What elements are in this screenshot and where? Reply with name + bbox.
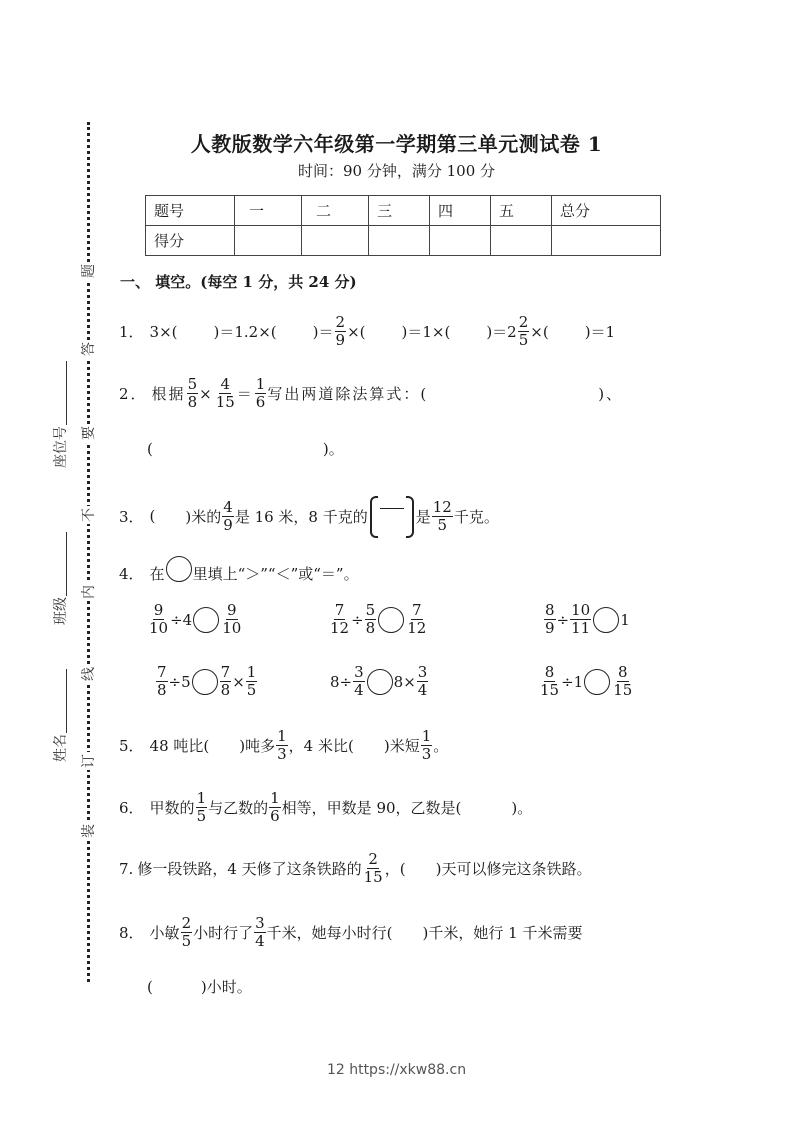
fraction: $\frac{1}{6}$: [270, 789, 280, 825]
table-row: [146, 196, 661, 226]
text: )。: [322, 440, 344, 458]
question-5: [119, 728, 448, 763]
text: 是 16 米，8 千克的: [234, 507, 368, 526]
compare-circle[interactable]: [584, 669, 610, 695]
compare-item: $\frac{7}{12}$ ÷ $\frac{5}{8}$ $\frac{7}{12}$: [330, 601, 427, 637]
fraction: $\frac{1}{5}$: [246, 663, 257, 699]
margin-char: 订: [81, 754, 97, 768]
fraction: $\frac{7}{8}$: [220, 663, 231, 699]
fraction: $\frac{7}{12}$: [330, 601, 350, 637]
page-subtitle: 时间：90 分钟，满分 100 分: [297, 162, 496, 180]
question-7: [119, 851, 591, 886]
text: 在: [149, 565, 165, 583]
fraction: $\frac{8}{15}$: [613, 663, 633, 699]
name-field[interactable]: [50, 669, 70, 762]
table-cell: 题号: [146, 196, 235, 226]
class-line: [54, 532, 67, 596]
question-4: [119, 563, 359, 584]
margin-char: 要: [81, 426, 97, 440]
question-number: 7.: [119, 859, 134, 878]
question-6: [119, 790, 532, 825]
text: )＝1×(: [401, 323, 451, 341]
text: )米的: [185, 507, 222, 526]
text: 。: [433, 737, 449, 755]
fraction: $\frac{4}{15}$: [215, 375, 235, 411]
section-heading: 一、 填空。(每空 1 分，共 24 分): [120, 273, 357, 291]
compare-item: 8÷ $\frac{3}{4}$ 8× $\frac{3}{4}$: [330, 663, 428, 699]
name-label: 姓名: [53, 734, 69, 762]
fraction: $\frac{1}{6}$: [255, 375, 266, 411]
question-number: 6．: [119, 799, 144, 817]
question-number: 4．: [119, 565, 144, 583]
compare-circle[interactable]: [378, 607, 404, 633]
class-field[interactable]: [50, 532, 70, 625]
fraction: $\frac{12}{5}$: [432, 497, 452, 534]
margin-char: 装: [81, 824, 97, 838]
fraction: $\frac{2}{15}$: [363, 850, 383, 886]
footer-page-url: 12 https://xkw88.cn: [326, 1062, 467, 1078]
compare-item: $\frac{8}{9}$ ÷ $\frac{10}{11}$ 1: [545, 601, 630, 637]
text: )。: [511, 799, 533, 817]
text: 千米，她每小时行(: [266, 924, 393, 942]
text: ＝: [236, 385, 254, 403]
table-cell: 三: [369, 196, 430, 226]
fraction: $\frac{7}{12}$: [407, 601, 427, 637]
text: )天可以修完这条铁路。: [435, 860, 592, 878]
text: 小时行了: [193, 924, 254, 942]
question-8-line2: [147, 976, 252, 997]
text: (: [147, 439, 153, 458]
text: 相等，甲数是 90，乙数是(: [281, 799, 462, 817]
fraction: $\frac{3}{4}$: [417, 663, 428, 699]
table-cell: 五: [491, 196, 552, 226]
fraction: $\frac{10}{11}$: [571, 601, 591, 637]
fraction: $\frac{5}{8}$: [187, 375, 198, 411]
class-label: 班级: [53, 597, 69, 625]
text: 48 吨比(: [149, 737, 210, 755]
name-line: [54, 669, 67, 733]
binding-dotted-line: [87, 122, 90, 982]
score-input-cell[interactable]: [491, 226, 552, 256]
text: )米短: [383, 737, 420, 755]
question-number: 5．: [119, 737, 144, 755]
question-number: 2．: [119, 385, 148, 403]
question-2: [119, 376, 623, 411]
fraction: $\frac{3}{4}$: [255, 914, 265, 950]
compare-circle[interactable]: [593, 607, 619, 633]
text: )、: [598, 385, 624, 403]
text: ×(: [530, 322, 549, 341]
text: 写出两道除法算式：(: [267, 385, 429, 403]
fraction: $\frac{9}{10}$: [149, 601, 169, 637]
text: )小时。: [200, 978, 252, 996]
seat-number-line: [54, 361, 67, 425]
fraction: $\frac{9}{10}$: [222, 601, 242, 637]
compare-circle[interactable]: [193, 607, 219, 633]
seat-number-field[interactable]: [50, 361, 70, 468]
question-number: 3．: [119, 507, 144, 526]
table-cell: 总分: [552, 196, 661, 226]
text: )＝1: [584, 323, 616, 341]
text: ，(: [384, 860, 406, 878]
margin-char: 不: [81, 508, 97, 522]
text: 千克。: [453, 507, 499, 526]
circle-icon: [166, 556, 192, 582]
text: 3×(: [149, 322, 178, 341]
margin-char: 内: [81, 585, 97, 599]
table-cell: 一: [235, 196, 302, 226]
fraction: $\frac{8}{15}$: [540, 663, 560, 699]
text: (: [149, 507, 156, 525]
fraction: $\frac{1}{5}$: [196, 789, 207, 825]
question-number: 8．: [119, 924, 144, 942]
text: 修一段铁路，4 天修了这条铁路的: [137, 860, 362, 878]
text: )千米，她行 1 千米需要: [422, 924, 583, 942]
score-input-cell[interactable]: [369, 226, 430, 256]
margin-char: 答: [81, 342, 97, 356]
table-cell: 得分: [146, 226, 235, 256]
text: 根据: [151, 385, 186, 403]
score-input-cell[interactable]: [302, 226, 369, 256]
score-input-cell[interactable]: [235, 226, 302, 256]
question-number: 1．: [119, 323, 144, 341]
fraction: $\frac{1}{3}$: [277, 727, 287, 763]
page-title: 人教版数学六年级第一学期第三单元测试卷 1: [190, 132, 603, 156]
question-1: [119, 314, 615, 349]
fraction: $\frac{1}{3}$: [421, 727, 432, 763]
fraction: $\frac{8}{9}$: [545, 601, 555, 637]
text: ×: [199, 384, 214, 403]
compare-item: $\frac{8}{15}$ ÷1 $\frac{8}{15}$: [540, 663, 633, 699]
text: (: [147, 977, 153, 996]
text: )＝1.2×(: [213, 323, 277, 341]
fraction-answer-box[interactable]: [370, 496, 414, 536]
compare-circle[interactable]: [192, 669, 218, 695]
text: 是: [415, 507, 431, 526]
compare-item: $\frac{9}{10}$ ÷4 $\frac{9}{10}$: [149, 601, 242, 637]
compare-circle[interactable]: [367, 669, 393, 695]
table-cell: 二: [302, 196, 369, 226]
seat-number-label: 座位号: [53, 426, 69, 468]
fraction: $\frac{2}{9}$: [335, 313, 346, 349]
question-8: [119, 915, 582, 950]
fraction: $\frac{2}{5}$: [518, 313, 529, 349]
margin-char: 题: [81, 264, 97, 278]
text: 里填上“＞”“＜”或“＝”。: [192, 565, 359, 583]
score-input-cell[interactable]: [552, 226, 661, 256]
text: )吨多: [239, 737, 276, 755]
question-2-line2: [147, 438, 344, 459]
text: 甲数的: [149, 799, 195, 817]
margin-char: 线: [81, 667, 97, 681]
fraction: $\frac{5}{8}$: [365, 601, 376, 637]
text: )＝: [312, 323, 334, 341]
text: 与乙数的: [208, 799, 269, 817]
score-table: [145, 195, 661, 256]
fraction: $\frac{2}{5}$: [181, 914, 192, 950]
fraction: $\frac{4}{9}$: [223, 497, 233, 534]
compare-item: $\frac{7}{8}$ ÷5 $\frac{7}{8}$ × $\frac{1}{5}$: [157, 663, 257, 699]
fraction: $\frac{7}{8}$: [157, 663, 167, 699]
score-input-cell[interactable]: [430, 226, 491, 256]
text: ，4 米比(: [288, 737, 354, 755]
text: 小敏: [149, 924, 180, 942]
question-3: [119, 496, 499, 536]
table-cell: 四: [430, 196, 491, 226]
text: )＝2: [486, 323, 517, 341]
text: ×(: [347, 322, 366, 341]
fraction: $\frac{3}{4}$: [354, 663, 364, 699]
table-row: [146, 226, 661, 256]
